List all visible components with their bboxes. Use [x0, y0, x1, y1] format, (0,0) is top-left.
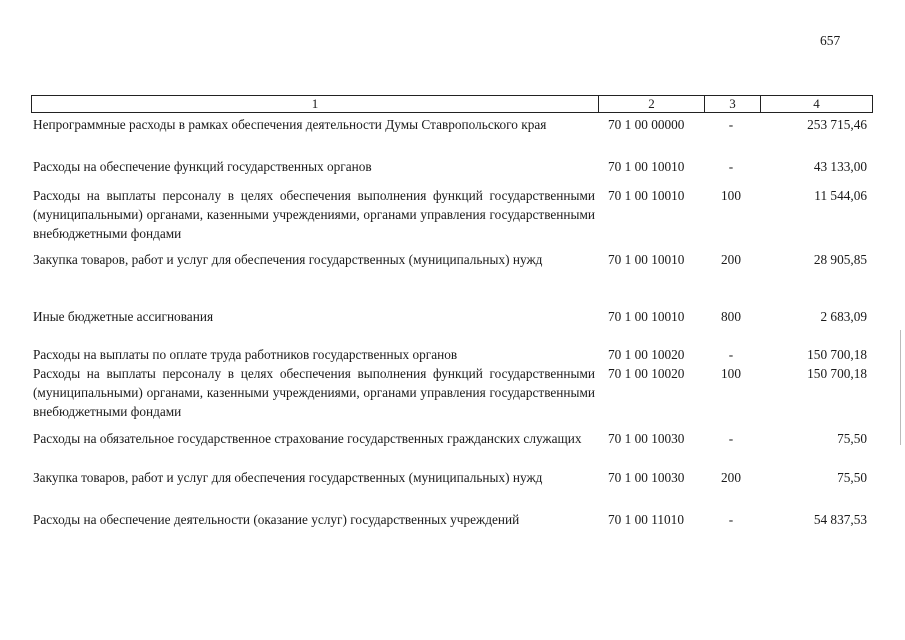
row-amount: 54 837,53	[813, 512, 867, 527]
table-header	[31, 95, 873, 113]
row-expense-type: 800	[721, 309, 741, 324]
row-description: Иные бюджетные ассигнования	[33, 309, 214, 324]
row-description: Расходы на выплаты персоналу в целях обеспечения выполнения функций государственными (муниципальными) органами, казенными учреждениями, органами управления государственными внебюджетными фондами	[33, 366, 595, 419]
row-description: Расходы на обеспечение деятельности (оказание услуг) государственных учреждений	[33, 512, 520, 527]
row-description: Расходы на выплаты персоналу в целях обеспечения выполнения функций государственными (муниципальными) органами, казенными учреждениями, органами управления государственными внебюджетными фондами	[33, 188, 595, 241]
header-col-4: 4	[761, 96, 873, 113]
row-amount: 75,50	[837, 470, 867, 485]
row-description: Расходы на выплаты по оплате труда работников государственных органов	[33, 347, 458, 362]
row-description: Расходы на обязательное государственное страхование государственных гражданских служащих	[33, 431, 582, 446]
row-description: Расходы на обеспечение функций государственных органов	[33, 159, 372, 174]
row-expense-type: -	[728, 431, 734, 446]
row-expense-type: 200	[721, 252, 741, 267]
row-amount: 2 683,09	[820, 309, 867, 324]
row-amount: 253 715,46	[807, 117, 867, 132]
row-code: 70 1 00 10030	[608, 470, 685, 485]
row-code: 70 1 00 10010	[608, 188, 685, 203]
scan-edge-mark	[900, 330, 901, 445]
row-amount: 150 700,18	[807, 347, 867, 362]
row-code: 70 1 00 10010	[608, 309, 685, 324]
row-expense-type: -	[728, 512, 734, 527]
row-description: Непрограммные расходы в рамках обеспечения деятельности Думы Ставропольского края	[33, 117, 547, 132]
row-description: Закупка товаров, работ и услуг для обеспечения государственных (муниципальных) нужд	[33, 252, 543, 267]
row-expense-type: -	[728, 117, 734, 132]
row-code: 70 1 00 10020	[608, 366, 685, 381]
page-number: 657	[820, 33, 841, 48]
row-code: 70 1 00 00000	[608, 117, 685, 132]
row-expense-type: 100	[721, 366, 741, 381]
row-expense-type: -	[728, 347, 734, 362]
row-expense-type: 100	[721, 188, 741, 203]
row-amount: 75,50	[837, 431, 867, 446]
row-code: 70 1 00 10010	[608, 159, 685, 174]
row-expense-type: -	[728, 159, 734, 174]
row-amount: 150 700,18	[807, 366, 867, 381]
row-code: 70 1 00 10020	[608, 347, 685, 362]
row-code: 70 1 00 10010	[608, 252, 685, 267]
row-description: Закупка товаров, работ и услуг для обеспечения государственных (муниципальных) нужд	[33, 470, 543, 485]
row-amount: 28 905,85	[813, 252, 867, 267]
header-col-3: 3	[705, 96, 761, 113]
row-code: 70 1 00 11010	[608, 512, 684, 527]
row-amount: 11 544,06	[814, 188, 867, 203]
header-col-2: 2	[599, 96, 705, 113]
row-amount: 43 133,00	[813, 159, 867, 174]
row-code: 70 1 00 10030	[608, 431, 685, 446]
row-expense-type: 200	[721, 470, 741, 485]
header-col-1: 1	[32, 96, 599, 113]
